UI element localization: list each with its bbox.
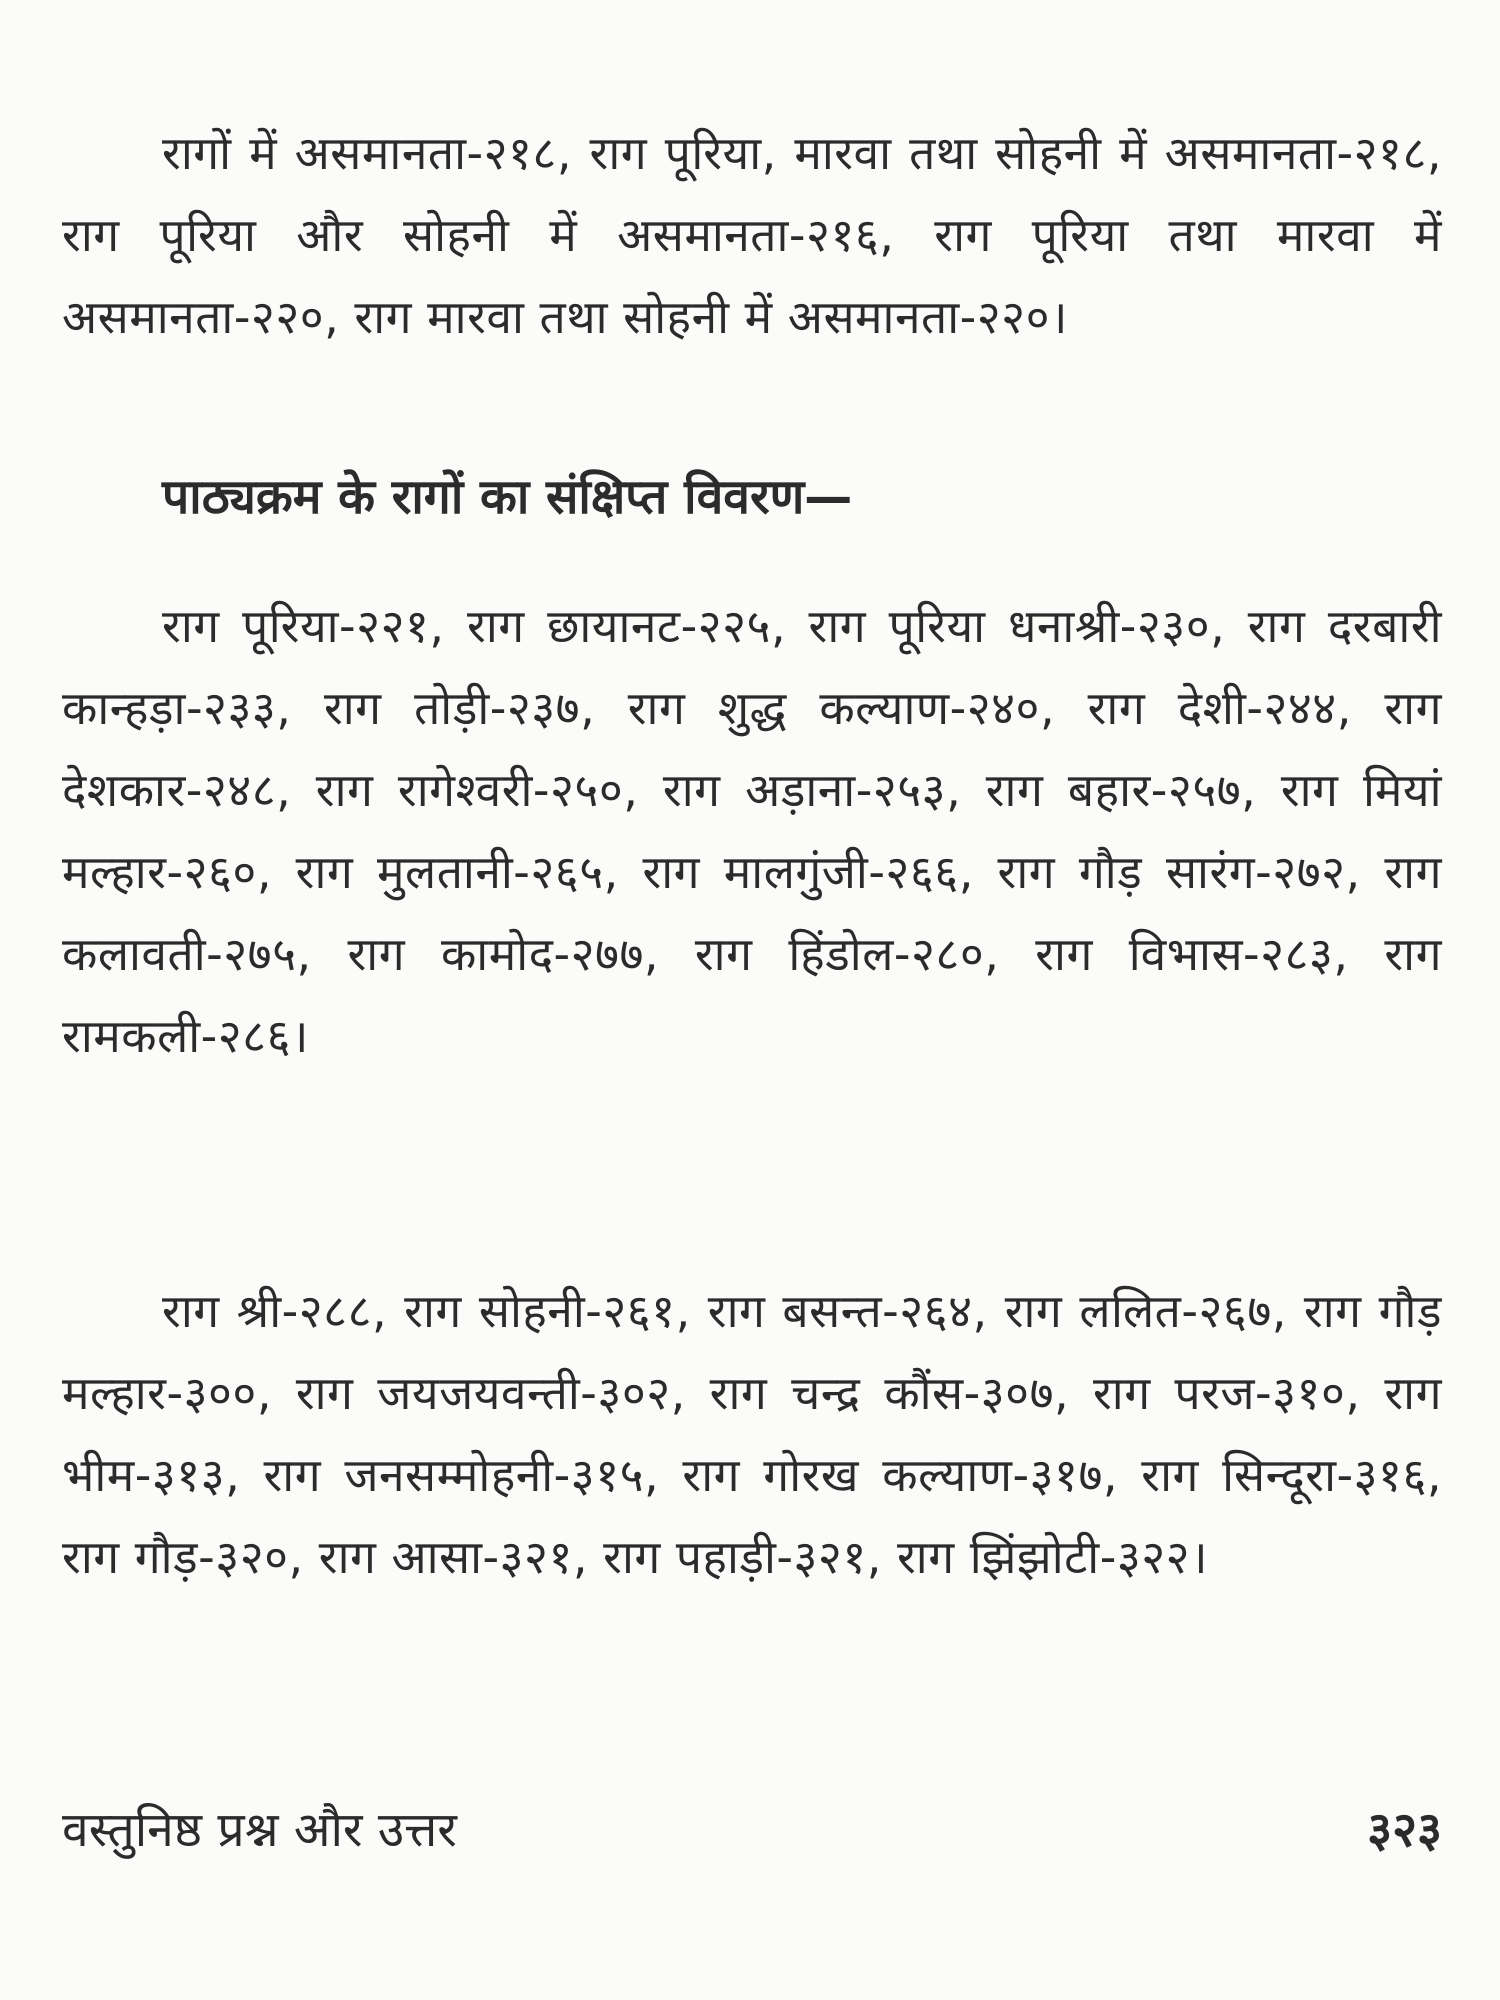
page-footer [62,1790,1442,1870]
paragraph-raag-list-1: राग पूरिया-२२१, राग छायानट-२२५, राग पूरिया धनाश्री-२३०, राग दरबारी कान्हड़ा-२३३, राग तोड़ी-२३७, राग शुद्ध कल्याण-२४०, राग देशी-२४४, राग देशकार-२४८, राग रागेश्वरी-२५०, राग अड़ाना-२५३, राग बहार-२५७, राग मियां मल्हार-२६०, राग मुलतानी-२६५, राग मालगुंजी-२६६, राग गौड़ सारंग-२७२, राग कलावती-२७५, राग कामोद-२७७, राग हिंडोल-२८०, राग विभास-२८३, राग रामकली-२८६। [62,599,1442,1063]
paragraph-raag-list-2: राग श्री-२८८, राग सोहनी-२६१, राग बसन्त-२६४, राग ललित-२६७, राग गौड़ मल्हार-३००, राग जयजयवन्ती-३०२, राग चन्द्र कौंस-३०७, राग परज-३१०, राग भीम-३१३, राग जनसम्मोहनी-३१५, राग गोरख कल्याण-३१७, राग सिन्दूरा-३१६, राग गौड़-३२०, राग आसा-३२१, राग पहाड़ी-३२१, राग झिंझोटी-३२२। [62,1284,1442,1584]
paragraph-raag-comparisons: रागों में असमानता-२१८, राग पूरिया, मारवा तथा सोहनी में असमानता-२१८, राग पूरिया और सोहनी में असमानता-२१६, राग पूरिया तथा मारवा में असमानता-२२०, राग मारवा तथा सोहनी में असमानता-२२०। [62,126,1442,344]
section-heading: पाठ्यक्रम के रागों का संक्षिप्त विवरण— [162,469,853,525]
footer-title: वस्तुनिष्ठ प्रश्न और उत्तर [62,1802,457,1858]
page-number: ३२३ [1367,1802,1442,1858]
